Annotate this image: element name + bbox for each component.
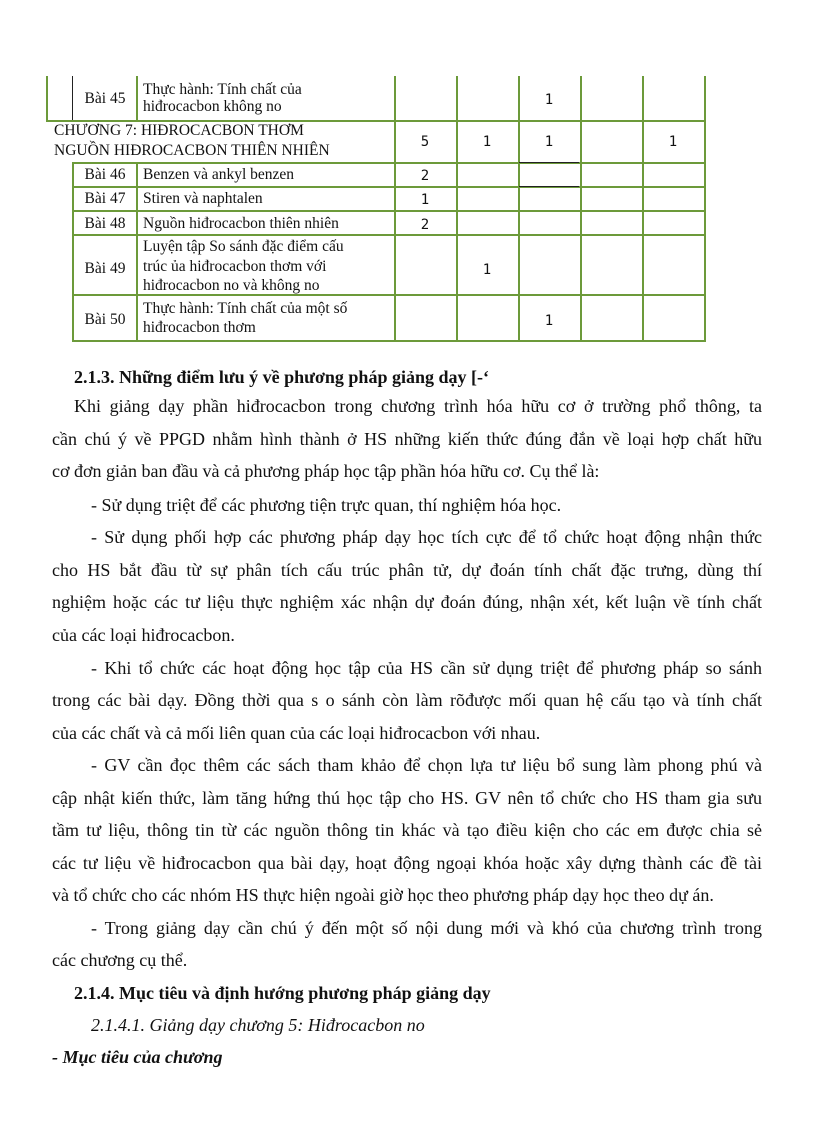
lesson-title-line: hiđrocacbon không no [143,98,282,115]
table-divider [394,76,396,342]
bullet-line: - Khi tổ chức các hoạt động học tập của HS cần sử dụng triệt để phương pháp so sánh [91,658,762,678]
cell-value: 1 [668,134,678,150]
bullet-line: - Sử dụng triệt để các phương tiện trực quan, thí nghiệm hóa học. [91,495,562,515]
table-divider [518,76,520,342]
paragraph-line: cập nhật kiến thức, làm tăng hứng thú học tập cho HS. GV nên tổ chức cho HS tham gia sưu [52,788,762,808]
table-row-line [72,186,706,188]
cell-value: 1 [482,262,492,278]
lesson-title-line: Benzen và ankyl benzen [143,166,295,183]
lesson-title-line: Thực hành: Tính chất của [143,81,302,98]
subsection-heading: 2.1.4.1. Giảng dạy chương 5: Hiđrocacbon no [91,1015,425,1035]
paragraph-line: Khi giảng dạy phần hiđrocacbon trong chương trình hóa hữu cơ ở trường phổ thông, ta [74,396,762,416]
lesson-title-line: Thực hành: Tính chất của một số [143,300,348,317]
cell-value: 1 [482,134,492,150]
lesson-number: Bài 47 [84,190,126,207]
table-divider [456,76,458,342]
cell-value: 1 [544,134,554,150]
objective-heading: - Mục tiêu của chương [52,1047,223,1067]
table-divider [136,162,138,342]
table-row-line [519,162,579,163]
lesson-plan-table [46,76,706,342]
cell-value: 1 [544,313,554,329]
paragraph-line: các tư liệu về hiđrocacbon qua bài dạy, hoạt động ngoại khóa hoặc xây dựng thành các đề tài [52,853,762,873]
table-divider [642,76,644,342]
lesson-number: Bài 50 [84,311,126,328]
paragraph-line: của các chất và cả mối liên quan của các loại hiđrocacbon với nhau. [52,723,541,743]
table-divider [580,76,582,342]
paragraph-line: cần chú ý về PPGD nhằm hình thành ở HS những kiến thức đúng đắn về loại hợp chất hữu [52,429,762,449]
paragraph-line: nghiệm hoặc các tư liệu thực nghiệm xác nhận dự đoán đúng, nhận xét, kết luận về tính chất [52,592,762,612]
cell-value: 1 [420,192,430,208]
chapter-title-line: NGUỒN HIĐROCACBON THIÊN NHIÊN [54,142,330,159]
table-divider [136,76,138,120]
cell-value: 1 [544,92,554,108]
section-heading: 2.1.4. Mục tiêu và định hướng phương pháp giảng dạy [74,983,491,1003]
bullet-line: - GV cần đọc thêm các sách tham khảo để chọn lựa tư liệu bổ sung làm phong phú và [91,755,762,775]
paragraph-line: trong các bài dạy. Đồng thời qua s o sánh còn làm rõđược mối quan hệ cấu tạo và tính chất [52,690,762,710]
table-border-bottom [72,340,706,342]
paragraph-line: cơ đơn giản ban đầu và cả phương pháp học tập phần hóa hữu cơ. Cụ thể là: [52,461,600,481]
table-divider [72,76,73,120]
lesson-title-line: trúc ủa hiđrocacbon thơm với [143,258,327,275]
table-border-right [704,76,706,342]
lesson-number: Bài 48 [84,215,126,232]
cell-value: 2 [420,217,430,233]
lesson-title-line: hiđrocacbon no và không no [143,277,320,294]
cell-value: 5 [420,134,430,150]
table-row-line [72,234,706,236]
section-heading: 2.1.3. Những điểm lưu ý về phương pháp giảng dạy [-‘ [74,367,489,387]
lesson-title-line: hiđrocacbon thơm [143,319,256,336]
paragraph-line: của các loại hiđrocacbon. [52,625,235,645]
lesson-title-line: Nguồn hiđrocacbon thiên nhiên [143,215,339,232]
table-border-left [46,76,48,120]
cell-value: 2 [420,168,430,184]
bullet-line: - Sử dụng phối hợp các phương pháp dạy học tích cực để tổ chức hoạt động nhận thức [91,527,762,547]
paragraph-line: và tổ chức cho các nhóm HS thực hiện ngoài giờ học theo phương pháp dạy học theo dự án. [52,885,714,905]
lesson-number: Bài 46 [84,166,126,183]
chapter-title-line: CHƯƠNG 7: HIĐROCACBON THƠM [54,122,304,139]
bullet-line: - Trong giảng dạy cần chú ý đến một số nội dung mới và khó của chương trình trong [91,918,762,938]
lesson-title-line: Luyện tập So sánh đặc điểm cấu [143,238,344,255]
lesson-title-line: Stiren và naphtalen [143,190,263,207]
lesson-number: Bài 49 [84,260,126,277]
lesson-number: Bài 45 [84,90,126,107]
table-row-line [72,294,706,296]
paragraph-line: cho HS bắt đầu từ sự phân tích cấu trúc phân tử, dự đoán tính chất đặc trưng, dùng thí [52,560,762,580]
paragraph-line: các chương cụ thể. [52,950,188,970]
table-row-line [519,186,579,187]
table-row-line [72,210,706,212]
paragraph-line: tầm tư liệu, thông tin từ các nguồn thông tin khác và tạo điều kiện cho các em được chia sẻ [52,820,762,840]
table-row-line [72,162,706,164]
